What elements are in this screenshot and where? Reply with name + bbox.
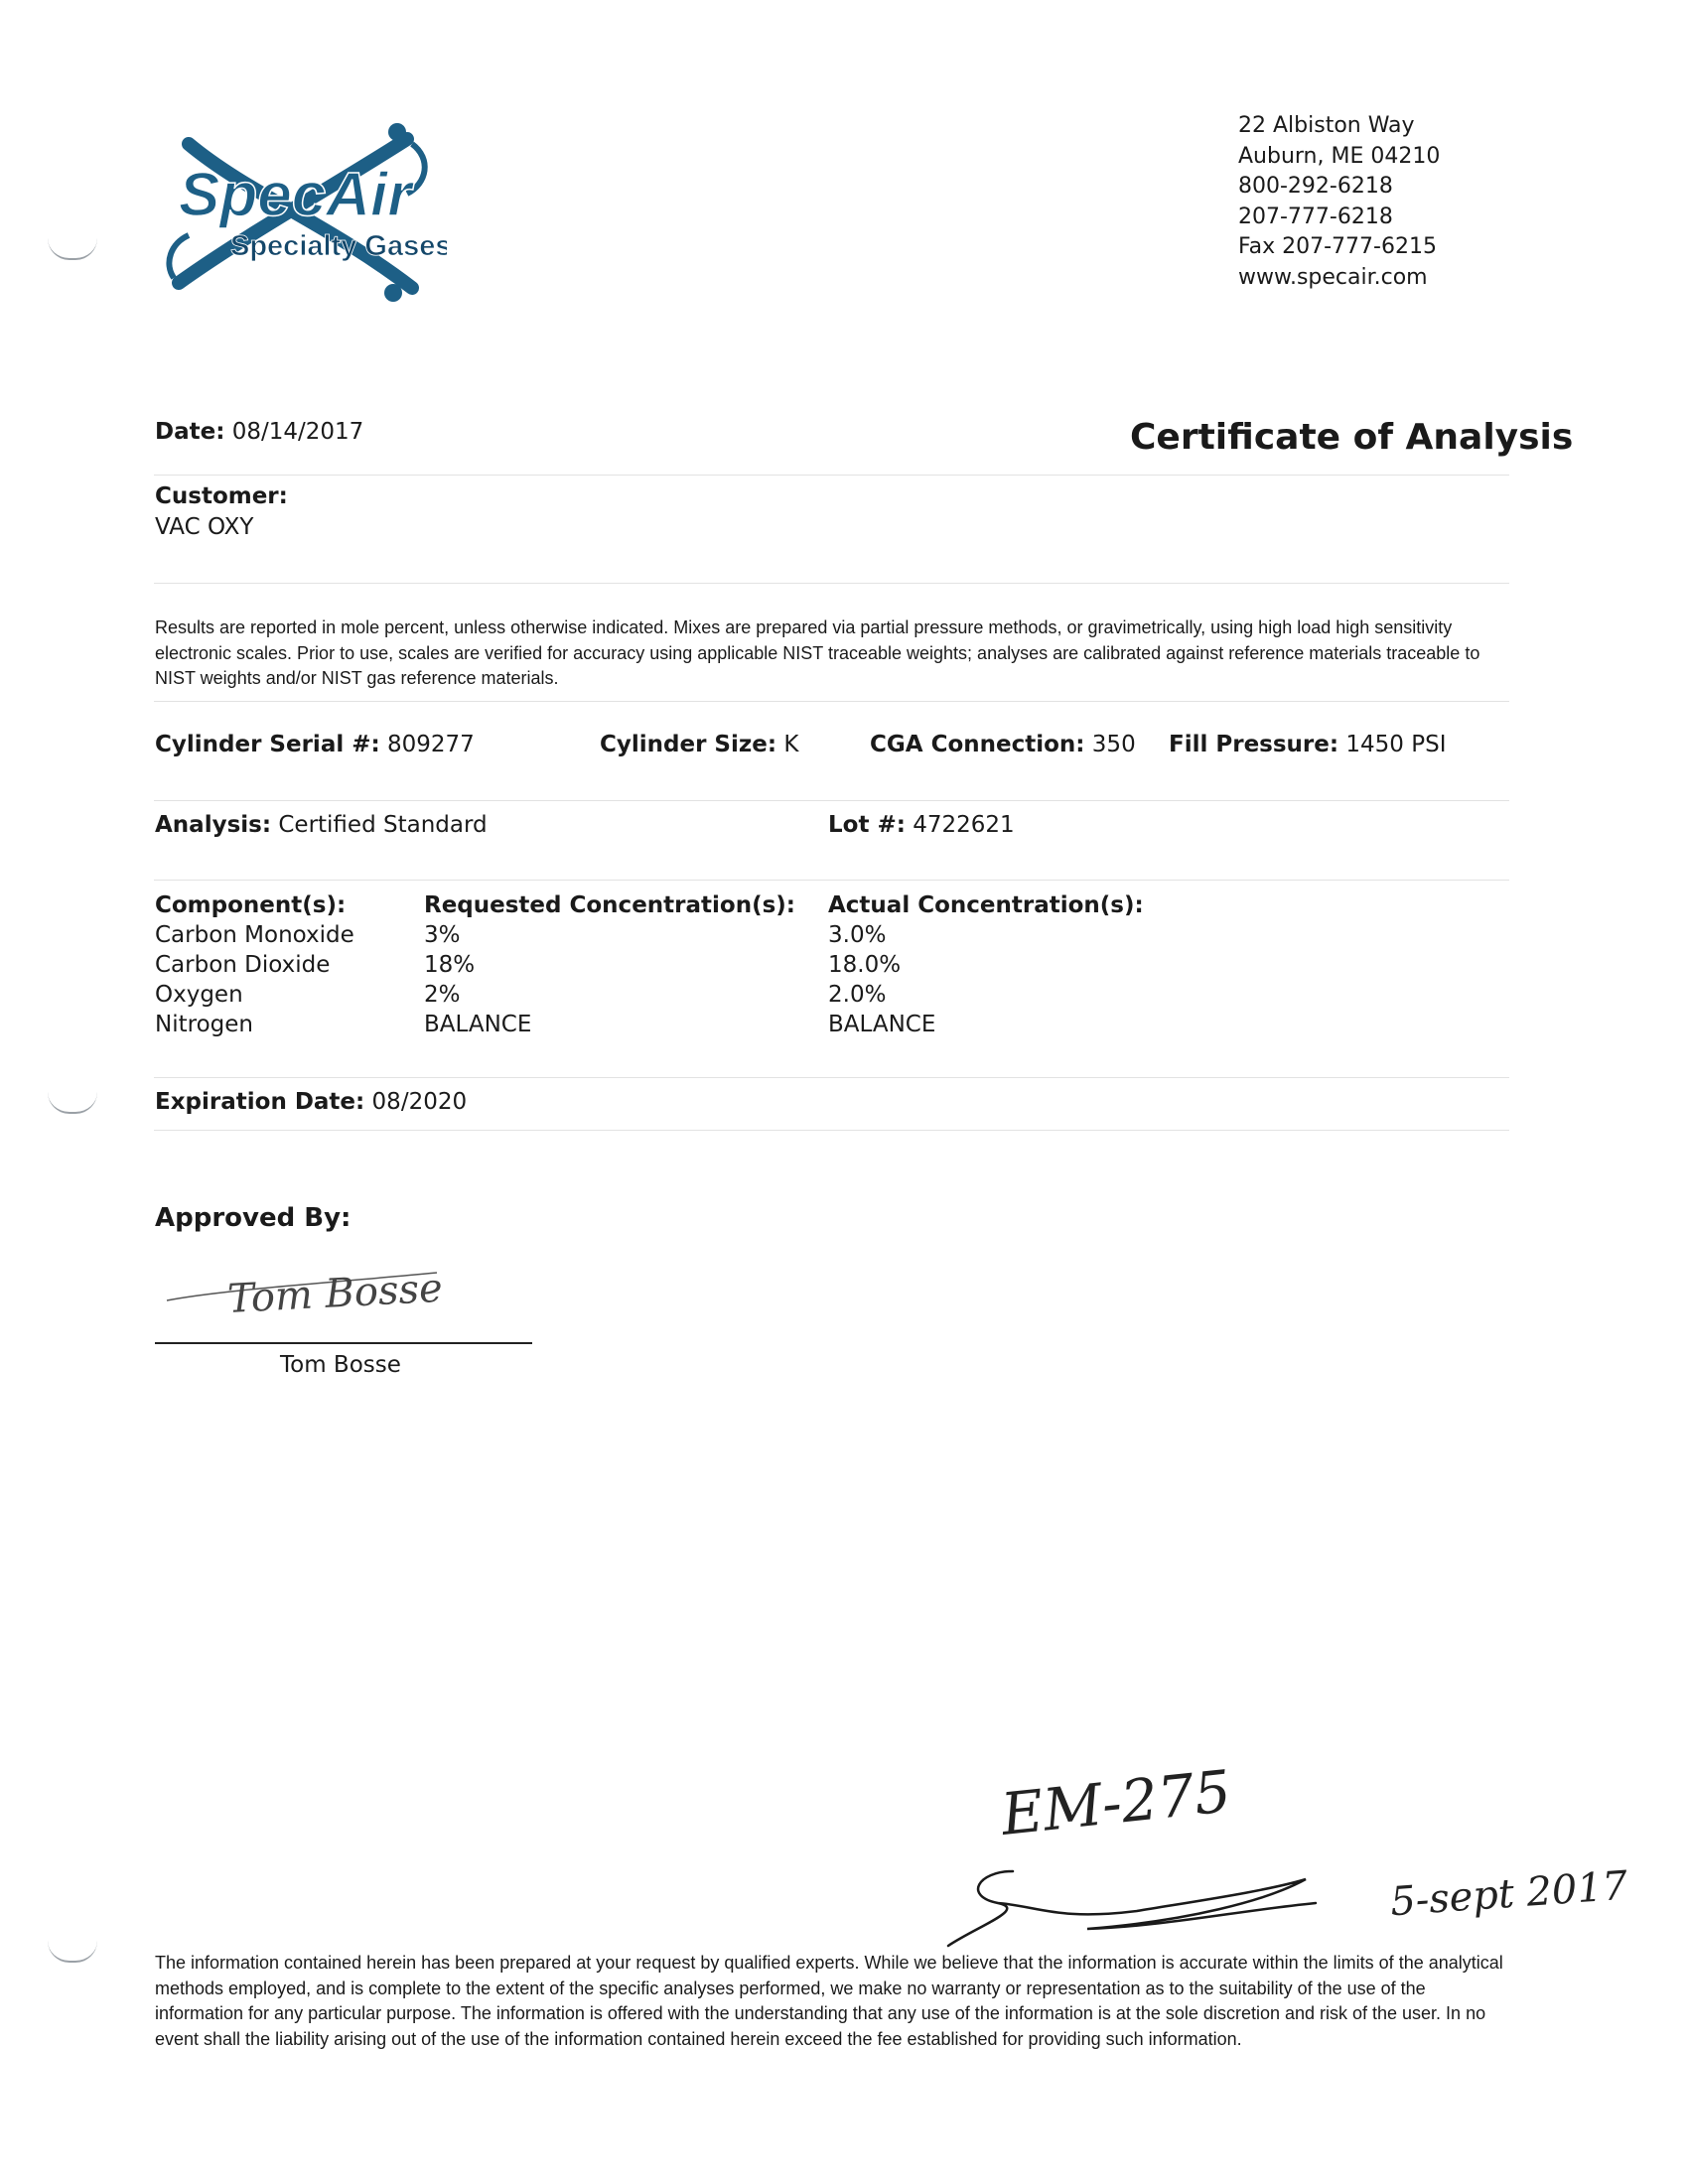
actual-concentration-header: Actual Concentration(s):: [828, 892, 1144, 918]
address-website[interactable]: www.specair.com: [1238, 264, 1428, 290]
actual-concentration: 3.0%: [828, 922, 887, 948]
fill-pressure-label: Fill Pressure:: [1169, 732, 1339, 757]
cylinder-serial-label: Cylinder Serial #:: [155, 732, 380, 757]
cylinder-size-field: [600, 730, 798, 759]
handwritten-code: EM-275: [998, 1757, 1234, 1848]
divider: [154, 475, 1509, 476]
approver-signature: [159, 1253, 536, 1332]
analysis-field: [155, 810, 488, 840]
handwritten-initials: [938, 1851, 1336, 1961]
analysis-label: Analysis:: [155, 812, 272, 838]
requested-concentration: BALANCE: [424, 1012, 532, 1037]
component-name: Carbon Monoxide: [155, 922, 354, 948]
component-name: Nitrogen: [155, 1012, 253, 1037]
approver-name: Tom Bosse: [280, 1352, 401, 1378]
cga-connection-value: 350: [1091, 732, 1136, 757]
logo-brand-text: SpecAir: [179, 161, 412, 229]
divider: [154, 880, 1509, 881]
handwritten-date: 5-sept 2017: [1388, 1862, 1629, 1926]
divider: [154, 1077, 1509, 1078]
address-city: Auburn, ME 04210: [1238, 143, 1441, 169]
cylinder-size-value: K: [783, 732, 799, 757]
cylinder-serial-value: 809277: [387, 732, 475, 757]
signature-line: [155, 1342, 532, 1344]
address-street: 22 Albiston Way: [1238, 113, 1415, 138]
divider: [154, 701, 1509, 702]
actual-concentration: 2.0%: [828, 982, 887, 1008]
divider: [154, 583, 1509, 584]
expiration-label: Expiration Date:: [155, 1089, 365, 1115]
requested-concentration-header: Requested Concentration(s):: [424, 892, 795, 918]
svg-text:Tom Bosse: Tom Bosse: [226, 1265, 444, 1322]
customer-value: VAC OXY: [155, 514, 254, 540]
component-name: Carbon Dioxide: [155, 952, 331, 978]
date-label: Date:: [155, 419, 225, 445]
cga-connection-label: CGA Connection:: [870, 732, 1085, 757]
requested-concentration: 2%: [424, 982, 461, 1008]
logo-tagline-text: Specialty Gases: [230, 230, 447, 262]
customer-label: Customer:: [155, 483, 288, 509]
punch-hole-mark: [48, 1092, 97, 1114]
expiration-field: [155, 1087, 467, 1117]
punch-hole-mark: [48, 238, 97, 260]
date-field: [155, 417, 363, 447]
cylinder-serial-field: [155, 730, 475, 759]
component-column-header: Component(s):: [155, 892, 347, 918]
lot-value: 4722621: [913, 812, 1015, 838]
date-value: 08/14/2017: [231, 419, 364, 445]
punch-hole-mark: [48, 1941, 97, 1963]
fill-pressure-field: [1169, 730, 1446, 759]
page-title: Certificate of Analysis: [1130, 417, 1574, 458]
actual-concentration: 18.0%: [828, 952, 902, 978]
actual-concentration: BALANCE: [828, 1012, 936, 1037]
approved-by-label: Approved By:: [155, 1203, 352, 1233]
analysis-value: Certified Standard: [278, 812, 488, 838]
address-phone-1: 800-292-6218: [1238, 174, 1393, 199]
company-logo: [159, 114, 447, 313]
disclaimer-text: Results are reported in mole percent, unless otherwise indicated. Mixes are prepared via partial pressure methods, or gravimetrically, using high load high sensitivity electronic scales. Prior to use, scales are verified for accuracy using applicable NIST traceable weights; analyses are calibrated against reference materials traceable to NIST weights and/or NIST gas reference materials.: [155, 617, 1480, 688]
cga-connection-field: [870, 730, 1136, 759]
fill-pressure-value: 1450 PSI: [1345, 732, 1447, 757]
divider: [154, 1130, 1509, 1131]
address-phone-2: 207-777-6218: [1238, 204, 1393, 229]
lot-field: [828, 810, 1015, 840]
address-fax: Fax 207-777-6215: [1238, 234, 1437, 259]
footer-disclaimer: The information contained herein has been prepared at your request by qualified experts. While we believe that the information is accurate within the limits of the analytical methods employed, and is complete to the extent of the specific analyses performed, we make no warranty or representation as to the suitability of the use of the information for any particular purpose. The information is offered with the understanding that any use of the information is at the sole discretion and risk of the user. In no event shall the liability arising out of the use of the information contained herein exceed the fee established for providing such information.: [155, 1953, 1503, 2049]
component-name: Oxygen: [155, 982, 243, 1008]
requested-concentration: 18%: [424, 952, 476, 978]
requested-concentration: 3%: [424, 922, 461, 948]
divider: [154, 800, 1509, 801]
expiration-value: 08/2020: [371, 1089, 468, 1115]
cylinder-size-label: Cylinder Size:: [600, 732, 777, 757]
lot-label: Lot #:: [828, 812, 906, 838]
company-address: [1238, 111, 1440, 293]
